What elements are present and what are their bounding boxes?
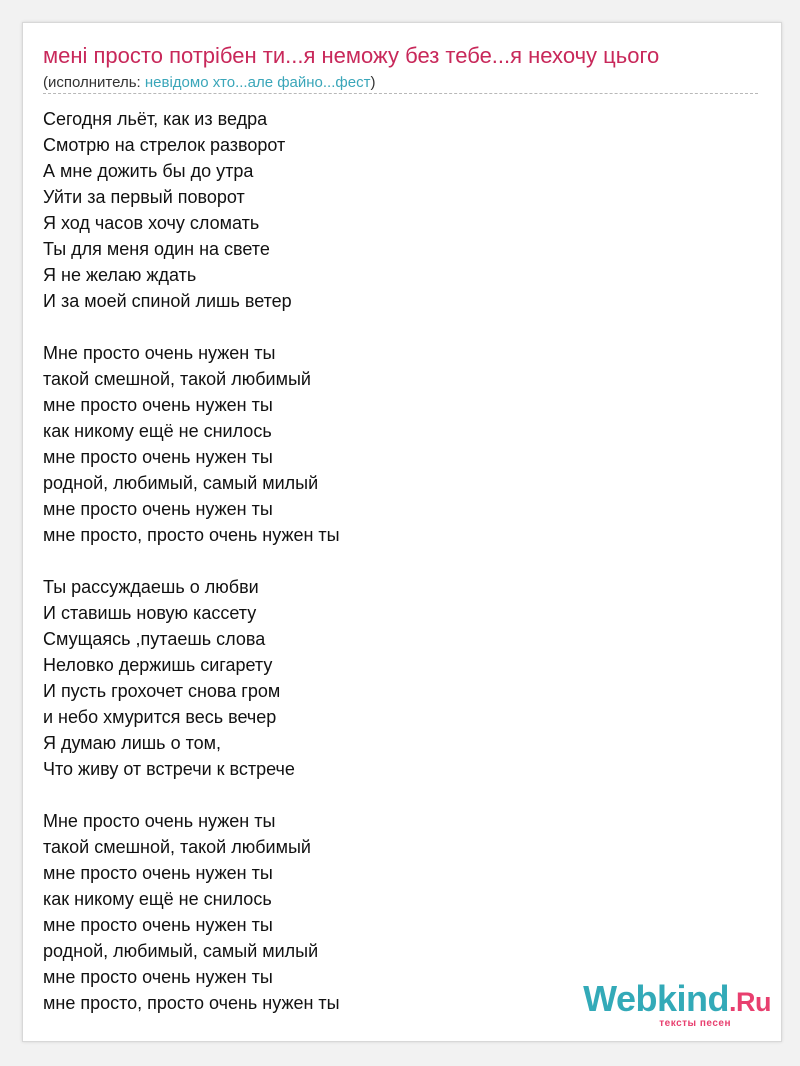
lyric-line: А мне дожить бы до утра bbox=[43, 161, 254, 181]
lyric-line: Я ход часов хочу сломать bbox=[43, 213, 260, 233]
lyric-line: Смущаясь ,путаешь слова bbox=[43, 629, 266, 649]
logo-wordmark bbox=[583, 978, 771, 1020]
lyric-line: Уйти за первый поворот bbox=[43, 187, 245, 207]
lyric-line: и небо хмурится весь вечер bbox=[43, 707, 277, 727]
lyric-line: такой смешной, такой любимый bbox=[43, 369, 311, 389]
lyric-line: Я думаю лишь о том, bbox=[43, 733, 222, 753]
lyric-line: Неловко держишь сигарету bbox=[43, 655, 273, 675]
lyrics-stanza bbox=[43, 808, 340, 1016]
lyric-line: И за моей спиной лишь ветер bbox=[43, 291, 292, 311]
site-logo[interactable] bbox=[583, 978, 771, 1029]
logo-tagline: тексты песен bbox=[659, 1018, 731, 1029]
song-title: мені просто потрібен ти...я неможу без тебе...я нехочу цього bbox=[43, 43, 660, 68]
artist-line bbox=[43, 74, 375, 91]
lyrics-card bbox=[22, 22, 782, 1042]
artist-link[interactable]: невідомо хто...але файно...фест bbox=[144, 74, 371, 91]
lyric-line: мне просто очень нужен ты bbox=[43, 967, 273, 987]
lyric-line: Сегодня льёт, как из ведра bbox=[43, 109, 268, 129]
lyrics-stanza bbox=[43, 106, 340, 314]
lyric-line: родной, любимый, самый милый bbox=[43, 473, 319, 493]
lyric-line: Мне просто очень нужен ты bbox=[43, 811, 276, 831]
lyric-line: Я не желаю ждать bbox=[43, 265, 197, 285]
lyrics-body bbox=[43, 106, 340, 1042]
lyric-line: мне просто очень нужен ты bbox=[43, 915, 273, 935]
lyric-line: И ставишь новую кассету bbox=[43, 603, 257, 623]
lyric-line: И пусть грохочет снова гром bbox=[43, 681, 281, 701]
lyric-line: мне просто очень нужен ты bbox=[43, 395, 273, 415]
lyric-line: как никому ещё не снилось bbox=[43, 421, 272, 441]
artist-prefix: (исполнитель: bbox=[43, 74, 145, 91]
logo-word: Webkind bbox=[583, 978, 729, 1019]
lyric-line: Ты для меня один на свете bbox=[43, 239, 270, 259]
lyric-line: такой смешной, такой любимый bbox=[43, 837, 311, 857]
logo-tld: .Ru bbox=[729, 987, 771, 1017]
lyric-line: мне просто, просто очень нужен ты bbox=[43, 525, 340, 545]
lyric-line: Ты рассуждаешь о любви bbox=[43, 577, 259, 597]
lyric-line: родной, любимый, самый милый bbox=[43, 941, 319, 961]
lyrics-stanza bbox=[43, 340, 340, 548]
lyric-line: мне просто очень нужен ты bbox=[43, 447, 273, 467]
lyric-line: мне просто очень нужен ты bbox=[43, 863, 273, 883]
lyric-line: Смотрю на стрелок разворот bbox=[43, 135, 286, 155]
lyric-line: Что живу от встречи к встрече bbox=[43, 759, 295, 779]
lyrics-stanza bbox=[43, 574, 340, 782]
artist-suffix: ) bbox=[370, 74, 376, 91]
lyric-line: мне просто, просто очень нужен ты bbox=[43, 993, 340, 1013]
lyric-line: Мне просто очень нужен ты bbox=[43, 343, 276, 363]
divider bbox=[43, 93, 758, 94]
lyric-line: мне просто очень нужен ты bbox=[43, 499, 273, 519]
lyric-line: как никому ещё не снилось bbox=[43, 889, 272, 909]
